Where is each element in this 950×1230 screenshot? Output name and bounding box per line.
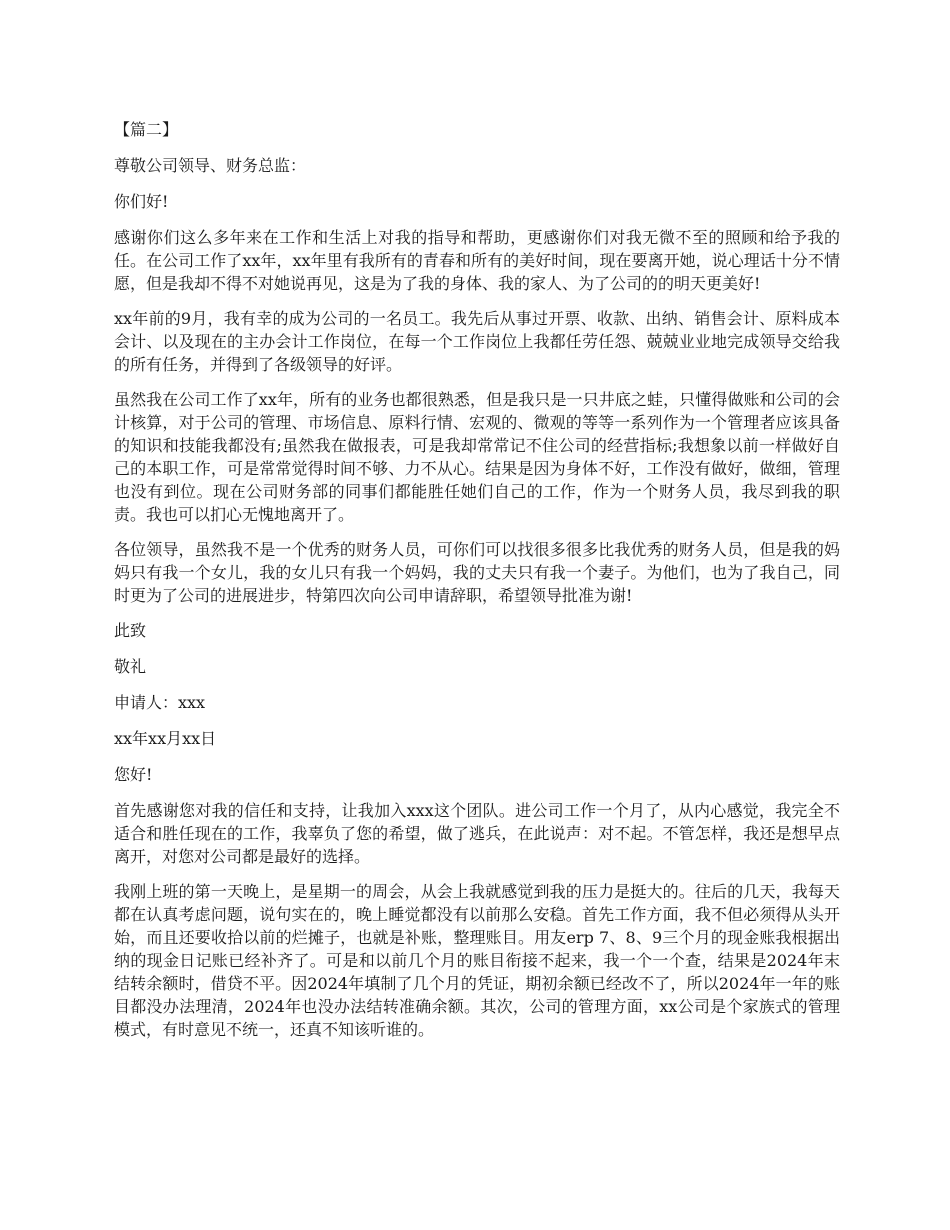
applicant-signature: 申请人：xxx — [114, 693, 206, 712]
body-paragraph: 首先感谢您对我的信任和支持，让我加入xxx这个团队。进公司工作一个月了，从内心感觉，我完全不适合和胜任现在的工作，我辜负了您的希望，做了逃兵，在此说声：对不起。不管怎样，我还是想早点离开，对您对公司都是最好的选择。 — [114, 801, 840, 866]
body-paragraph: 我刚上班的第一天晚上，是星期一的周会，从会上我就感觉到我的压力是挺大的。往后的几天，我每天都在认真考虑问题，说句实在的，晚上睡觉都没有以前那么安稳。首先工作方面，我不但必须得从头开始，而且还要收拾以前的烂摊子，也就是补账，整理账目。用友erp 7、8、9三个月的现金账我根据出纳的现金日记账已经补齐了。可是和以前几个月的账目衔接不起来，我一个一个查，结果是2024年末结转余额时，借贷不平。因2024年填制了几个月的凭证，期初余额已经改不了，所以2024年一年的账目都没办法理清，2024年也没办法结转准确余额。其次，公司的管理方面，xx公司是个家族式的管理模式，有时意见不统一，还真不知该听谁的。 — [114, 882, 840, 1039]
body-paragraph: 虽然我在公司工作了xx年，所有的业务也都很熟悉，但是我只是一只井底之蛙，只懂得做账和公司的会计核算，对于公司的管理、市场信息、原料行情、宏观的、微观的等等一系列作为一个管理者应该具备的知识和技能我都没有;虽然我在做报表，可是我却常常记不住公司的经营指标;我想象以前一样做好自己的本职工作，可是常常觉得时间不够、力不从心。结果是因为身体不好，工作没有做好，做细，管理也没有到位。现在公司财务部的同事们都能胜任她们自己的工作，作为一个财务人员，我尽到我的职责。我也可以扪心无愧地离开了。 — [114, 390, 840, 524]
letter-date: xx年xx月xx日 — [114, 729, 217, 748]
greeting: 你们好! — [114, 192, 169, 211]
document-page — [114, 118, 840, 1053]
section-heading: 【篇二】 — [114, 120, 179, 139]
salutation: 尊敬公司领导、财务总监： — [114, 156, 307, 175]
second-greeting: 您好! — [114, 765, 153, 784]
closing-line: 此致 — [114, 621, 147, 640]
body-paragraph: 感谢你们这么多年来在工作和生活上对我的指导和帮助，更感谢你们对我无微不至的照顾和给予我的任。在公司工作了xx年，xx年里有我所有的青春和所有的美好时间，现在要离开她，说心理话十分不情愿，但是我却不得不对她说再见，这是为了我的身体、我的家人、为了公司的的明天更美好! — [114, 228, 840, 293]
closing-regards: 敬礼 — [114, 657, 147, 676]
body-paragraph: xx年前的9月，我有幸的成为公司的一名员工。我先后从事过开票、收款、出纳、销售会计、原料成本会计、以及现在的主办会计工作岗位，在每一个工作岗位上我都任劳任怨、兢兢业业地完成领导交给我的所有任务，并得到了各级领导的好评。 — [114, 309, 840, 374]
body-paragraph: 各位领导，虽然我不是一个优秀的财务人员，可你们可以找很多很多比我优秀的财务人员，但是我的妈妈只有我一个女儿，我的女儿只有我一个妈妈，我的丈夫只有我一个妻子。为他们，也为了我自己，同时更为了公司的进展进步，特第四次向公司申请辞职，希望领导批准为谢! — [114, 540, 840, 605]
